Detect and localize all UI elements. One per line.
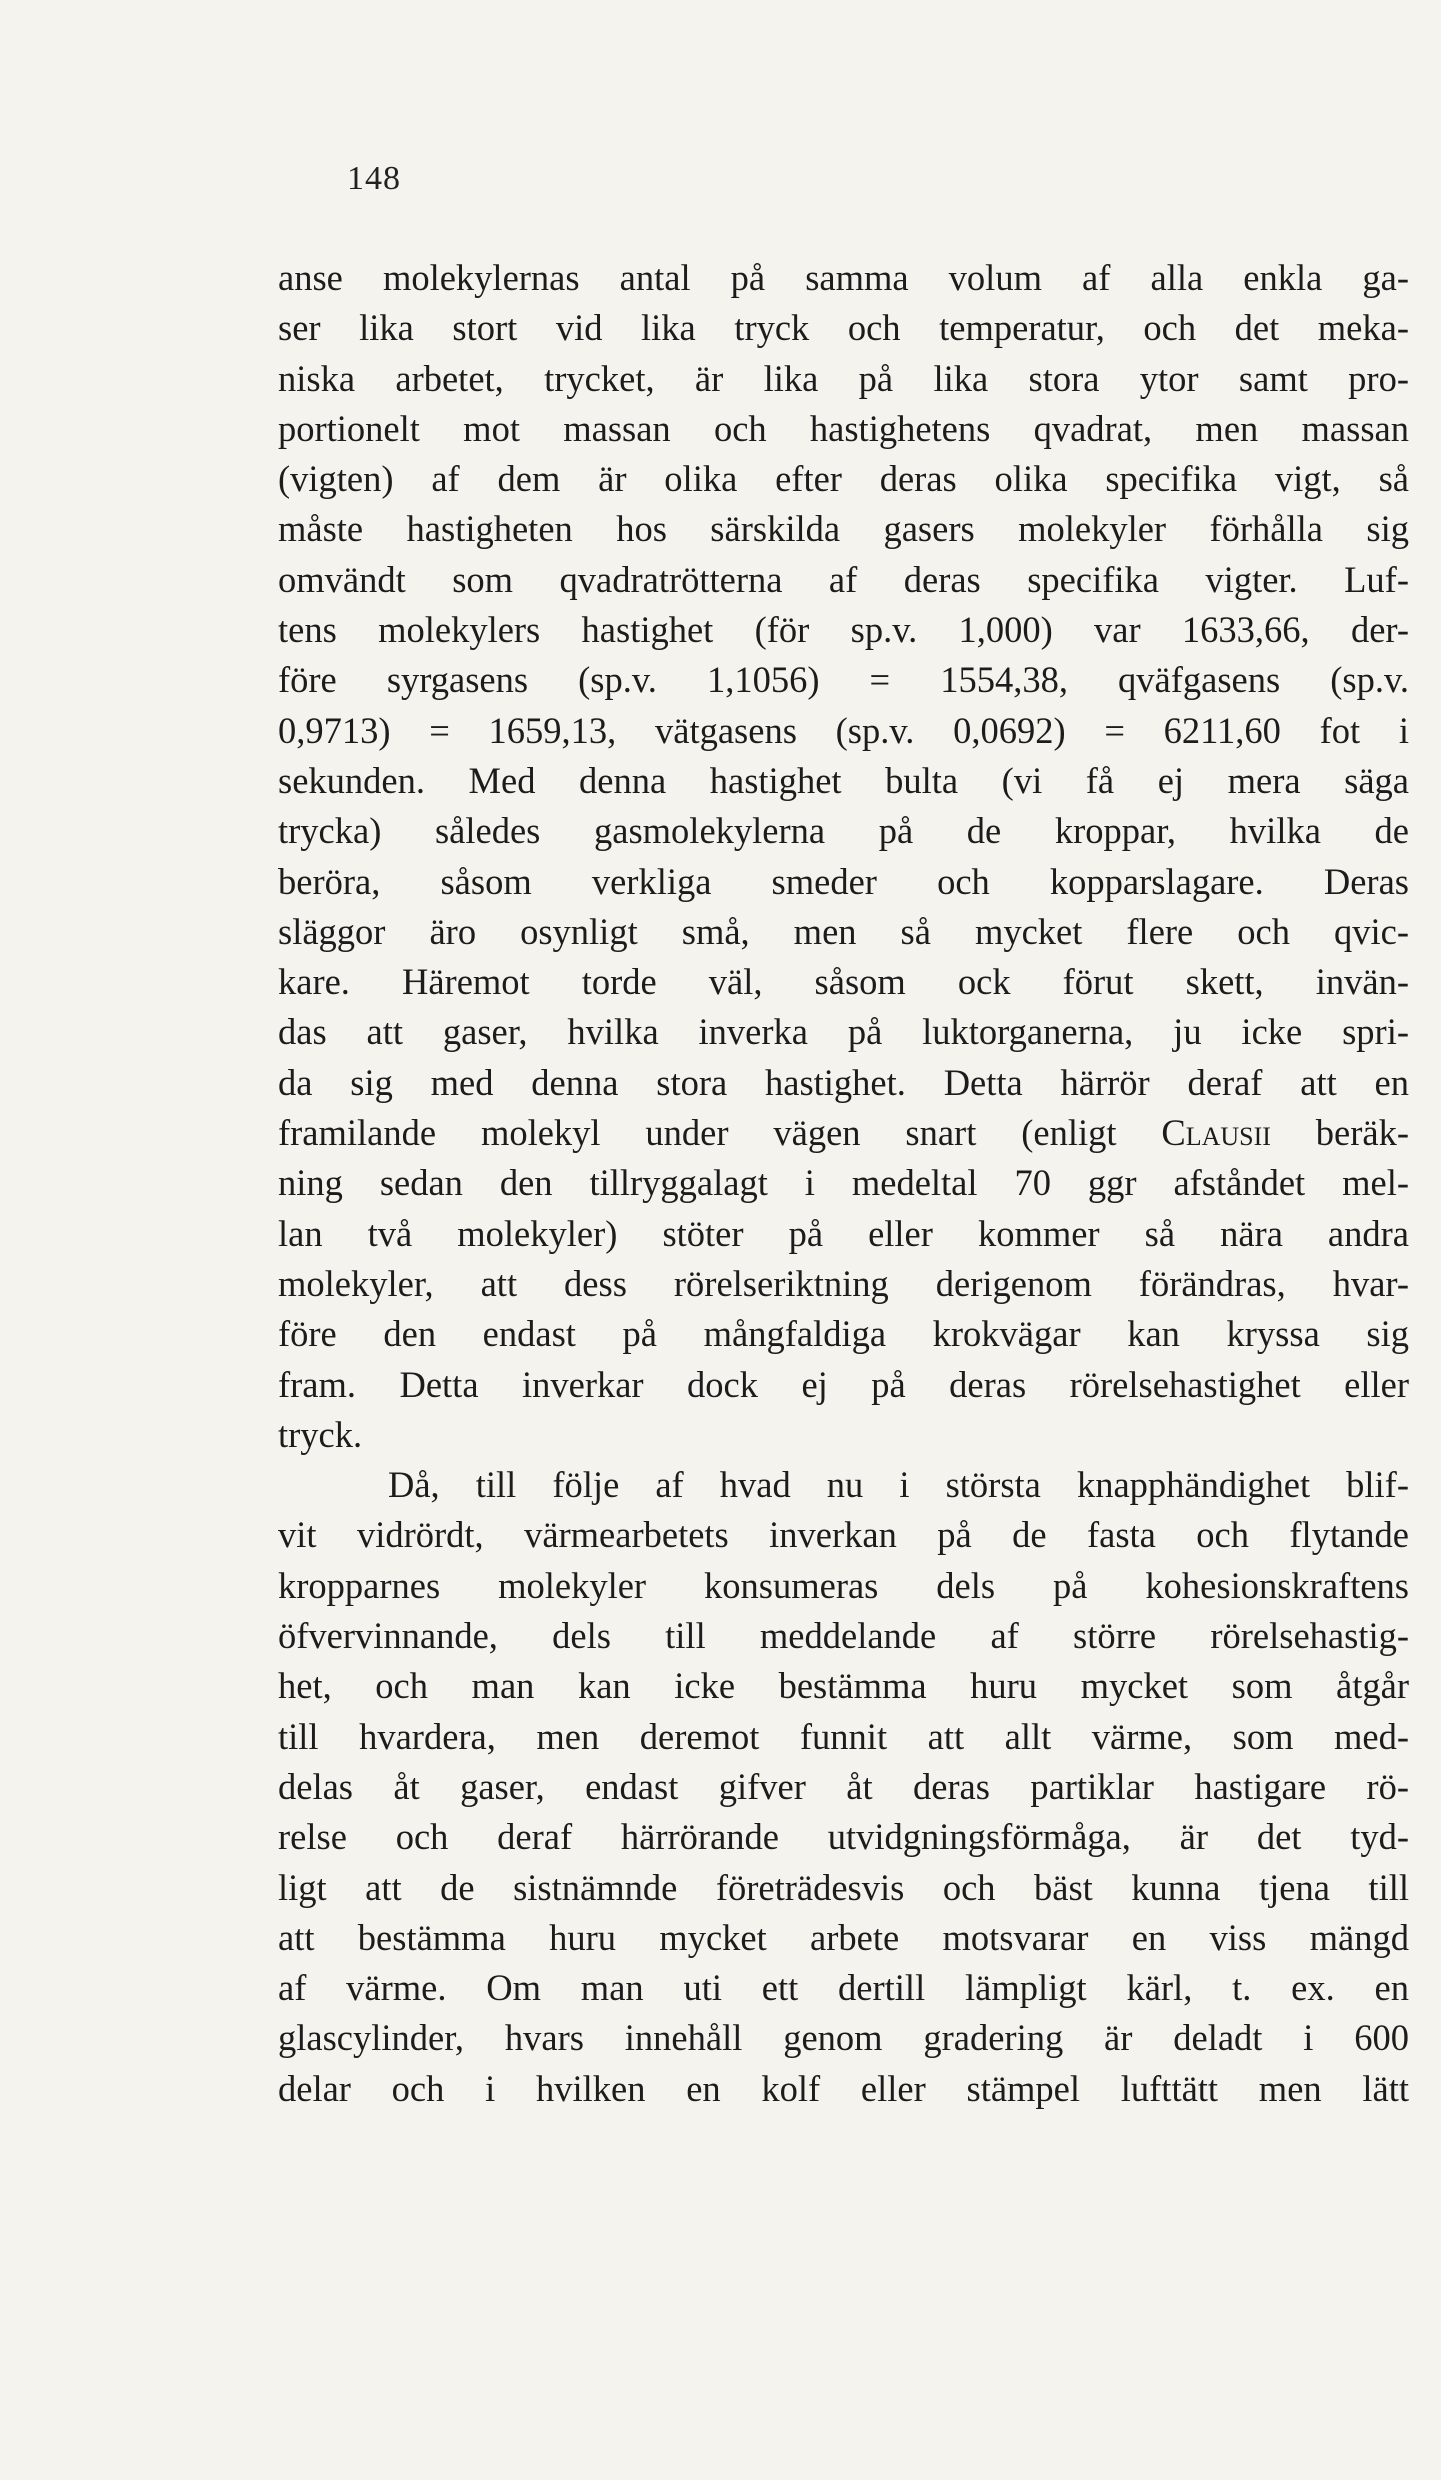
author-name: Clausii: [1161, 1112, 1271, 1154]
text-line: ning sedan den tillryggalagt i medeltal 70 ggr afståndet mel-: [278, 1162, 1409, 1204]
text-line: fram. Detta inverkar dock ej på deras rörelsehastighet eller: [278, 1363, 1409, 1405]
text-line: portionelt mot massan och hastighetens qvadrat, men massan: [278, 407, 1409, 449]
text-line: kare. Häremot torde väl, såsom ock förut skett, invän-: [278, 961, 1409, 1003]
text-line: måste hastigheten hos särskilda gasers molekyler förhålla sig: [278, 508, 1409, 550]
text-line: ligt att de sistnämnde företrädesvis och bäst kunna tjena till: [278, 1866, 1409, 1908]
text-line: 0,9713) = 1659,13, vätgasens (sp.v. 0,0692) = 6211,60 fot i: [278, 709, 1409, 751]
text-line: das att gaser, hvilka inverka på luktorganerna, ju icke spri-: [278, 1011, 1409, 1053]
text-line: före den endast på mångfaldiga krokvägar kan kryssa sig: [278, 1313, 1409, 1355]
text-line: till hvardera, men deremot funnit att allt värme, som med-: [278, 1715, 1409, 1757]
text-line: omvändt som qvadratrötterna af deras specifika vigter. Luf-: [278, 558, 1409, 600]
text-line: att bestämma huru mycket arbete motsvarar en viss mängd: [278, 1916, 1409, 1958]
text-line: beröra, såsom verkliga smeder och kopparslagare. Deras: [278, 860, 1409, 902]
text-line: tryck.: [278, 1413, 363, 1455]
text-line: af värme. Om man uti ett dertill lämpligt kärl, t. ex. en: [278, 1967, 1409, 2009]
text-line: ser lika stort vid lika tryck och temperatur, och det meka-: [278, 307, 1409, 349]
page-number: 148: [347, 160, 401, 197]
text-line: före syrgasens (sp.v. 1,1056) = 1554,38, qväfgasens (sp.v.: [278, 659, 1409, 701]
text-line: lan två molekyler) stöter på eller kommer så nära andra: [278, 1212, 1409, 1254]
text-line: relse och deraf härrörande utvidgningsförmåga, är det tyd-: [278, 1816, 1409, 1858]
text-line-segment: beräk-: [1270, 1112, 1409, 1154]
body-text: [278, 253, 1409, 2114]
text-line: glascylinder, hvars innehåll genom gradering är deladt i 600: [278, 2017, 1409, 2059]
text-line: niska arbetet, trycket, är lika på lika stora ytor samt pro-: [278, 357, 1409, 399]
text-line: Då, till följe af hvad nu i största knapphändighet blif-: [388, 1464, 1409, 1506]
text-line: släggor äro osynligt små, men så mycket flere och qvic-: [278, 910, 1409, 952]
text-line: [278, 1108, 1409, 1158]
text-line: molekyler, att dess rörelseriktning derigenom förändras, hvar-: [278, 1262, 1409, 1304]
text-line: trycka) således gasmolekylerna på de kroppar, hvilka de: [278, 810, 1409, 852]
text-line: (vigten) af dem är olika efter deras olika specifika vigt, så: [278, 458, 1409, 500]
text-line: het, och man kan icke bestämma huru mycket som åtgår: [278, 1665, 1409, 1707]
text-line: tens molekylers hastighet (för sp.v. 1,000) var 1633,66, der-: [278, 609, 1409, 651]
text-line: kropparnes molekyler konsumeras dels på kohesionskraftens: [278, 1564, 1409, 1606]
text-line: da sig med denna stora hastighet. Detta härrör deraf att en: [278, 1061, 1409, 1103]
text-line: sekunden. Med denna hastighet bulta (vi få ej mera säga: [278, 759, 1409, 801]
text-line: öfvervinnande, dels till meddelande af större rörelsehastig-: [278, 1615, 1409, 1657]
text-line: vit vidrördt, värmearbetets inverkan på de fasta och flytande: [278, 1514, 1409, 1556]
text-line: delas åt gaser, endast gifver åt deras partiklar hastigare rö-: [278, 1765, 1409, 1807]
text-line: delar och i hvilken en kolf eller stämpel lufttätt men lätt: [278, 2067, 1409, 2109]
text-line-segment: framilande molekyl under vägen snart (enligt: [278, 1112, 1162, 1154]
text-line: anse molekylernas antal på samma volum af alla enkla ga-: [278, 257, 1409, 298]
